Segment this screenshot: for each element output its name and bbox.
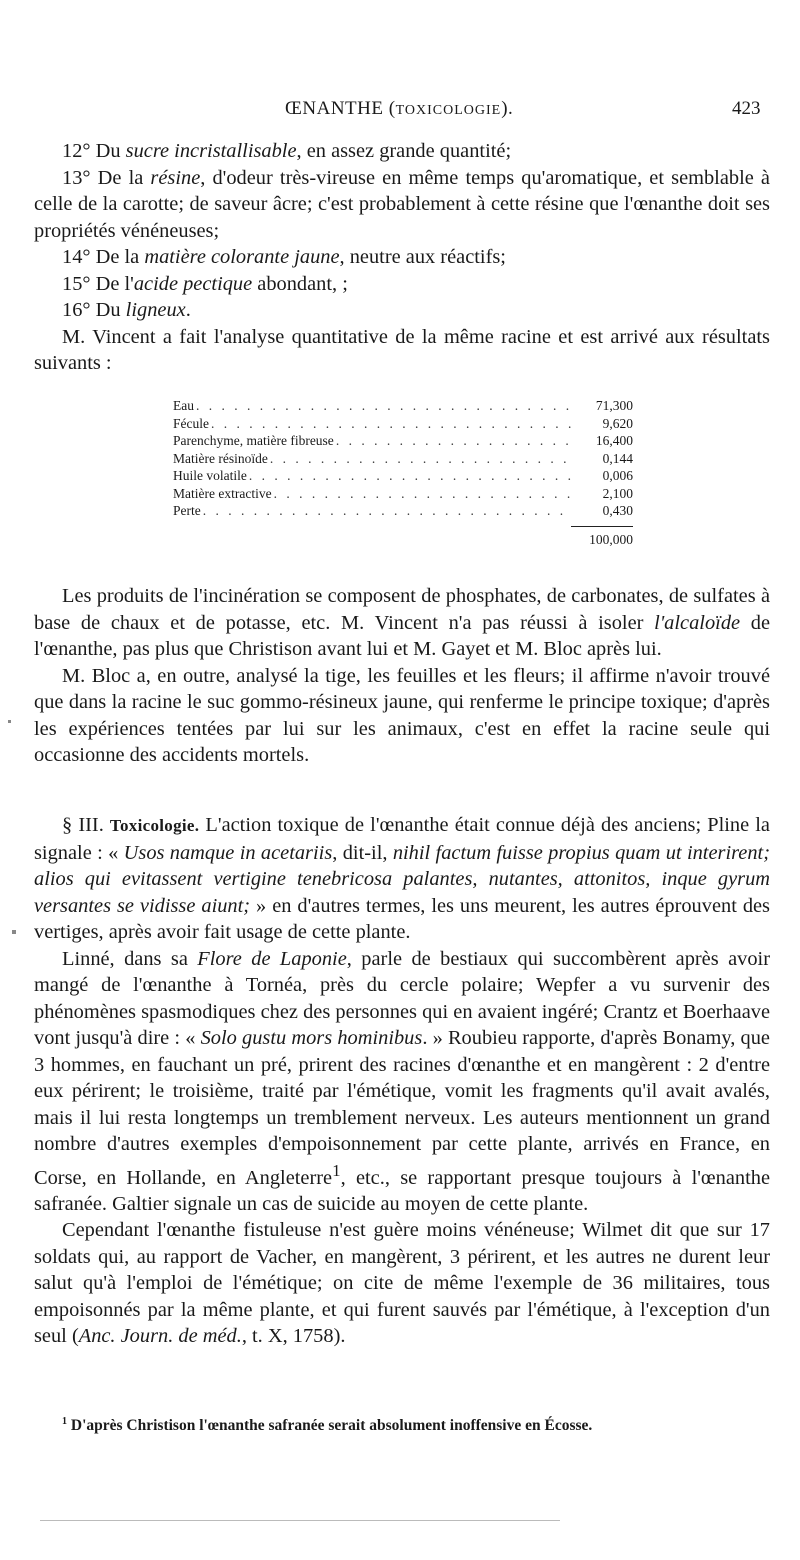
- table-row: Perte . . . 0,430: [173, 502, 633, 520]
- table-row: Matière résinoïde . . . 0,144: [173, 450, 633, 468]
- scan-speck: [8, 720, 11, 723]
- toxicology-section: [34, 812, 770, 1350]
- toxicology-paragraph-1: § III. Toxicologie. L'action toxique de l'œnanthe était connue déjà des anciens; Pline la signale : « Usos namque in acetariis, dit-il, nihil factum fuisse propius quam ut interirent; alios qui evitassent vertigine tenebricosa palantes, nutantes, attonitos, inque gyrum versantes se vidisse aiunt; » en d'autres termes, les uns meurent, les autres éprouvent des vertiges, après avoir fait usage de cette plante.: [34, 814, 771, 943]
- list-item: 13° De la résine, d'odeur très-vireuse en même temps qu'aromatique, et semblable à celle de la carotte; de saveur âcre; c'est probablement à cette résine que l'œnanthe doit ses propriétés vénéneuses;: [34, 166, 770, 242]
- section-number: § III.: [62, 814, 104, 836]
- list-item: 16° Du ligneux.: [62, 299, 191, 321]
- page-header: [0, 98, 800, 128]
- running-head-title: ŒNANTHE (: [285, 98, 396, 119]
- table-row: Fécule . . . 9,620: [173, 415, 633, 433]
- running-head: [285, 98, 513, 120]
- bloc-paragraph: M. Bloc a, en outre, analysé la tige, les feuilles et les fleurs; il affirme n'avoir trouvé que dans la racine le suc gommo-résineux jaune, qui renferme le principe toxique; d'après les expériences tentées par lui sur les animaux, c'est en effet la racine seule qui occasionne des accidents mortels.: [34, 664, 770, 766]
- leader-dots: [211, 415, 571, 433]
- page-number: 423: [732, 98, 761, 119]
- list-item: 12° Du sucre incristallisable, en assez grande quantité;: [62, 140, 512, 162]
- running-head-smallcaps: TOXICOLOGIE: [395, 103, 502, 118]
- section-title: Toxicologie.: [109, 816, 200, 835]
- scan-speck: [40, 1520, 560, 1521]
- footnote-reference[interactable]: 1: [332, 1160, 341, 1180]
- table-row: Eau . . . 71,300: [173, 397, 633, 415]
- toxicology-paragraph-2: Linné, dans sa Flore de Laponie, parle de bestiaux qui succombèrent après avoir mangé de l'œnanthe à Tornéa, près du cercle polaire; Wepfer a vu survenir des phénomènes spasmodiques chez des personnes qui en avaient ingéré; Crantz et Boerhaave vont jusqu'à dire : « Solo gustu mors hominibus. » Roubieu rapporte, d'après Bonamy, que 3 hommes, en fauchant un pré, prirent des racines d'œnanthe et en mangèrent : 2 d'entre eux périrent; le troisième, traité par l'émétique, vomit les fragments qu'il avait avalés, mais il lui resta longtemps un tremblement nerveux. Les auteurs mentionnent un grand nombre d'autres exemples d'empoisonnement par cette plante, arrivés en France, en Corse, en Hollande, en Angleterre$^1$, etc., se rapportant presque toujours à l'œnanthe safranée. Galtier signale un cas de suicide au moyen de cette plante.: [34, 947, 770, 1215]
- table-row: Huile volatile . . . 0,006: [173, 467, 633, 485]
- list-item: 15° De l'acide pectique abondant, ;: [62, 272, 348, 295]
- leader-dots: [203, 502, 571, 520]
- list-item: 14° De la matière colorante jaune, neutre aux réactifs;: [62, 246, 506, 268]
- vincent-intro-paragraph: M. Vincent a fait l'analyse quantitative de la même racine et est arrivé aux résultats suivants :: [34, 325, 770, 374]
- leader-dots: [196, 397, 571, 415]
- total-rule: [571, 526, 633, 527]
- leader-dots: [249, 467, 571, 485]
- incineration-paragraph: Les produits de l'incinération se composent de phosphates, de carbonates, de sulfates à base de chaux et de potasse, etc. M. Vincent n'a pas réussi à isoler l'alcaloïde de l'œnanthe, pas plus que Christison avant lui et M. Gayet et M. Bloc après lui.: [34, 585, 771, 660]
- incineration-section: [34, 583, 770, 769]
- leader-dots: [336, 432, 571, 450]
- leader-dots: [270, 450, 571, 468]
- table-row: Parenchyme, matière fibreuse . . . 16,400: [173, 432, 633, 450]
- footnote: $^1$ D'après Christison l'œnanthe safranée serait absolument inoffensive en Écosse.: [62, 1416, 593, 1435]
- toxicology-paragraph-3: Cependant l'œnanthe fistuleuse n'est guère moins vénéneuse; Wilmet dit que sur 17 soldats qui, au rapport de Vacher, en mangèrent, 3 périrent, et les autres ne durent leur salut qu'à l'emploi de l'émétique; on cite de même l'exemple de 36 militaires, tous empoisonnés par la même plante, et qui furent sauvés par l'émétique, à l'exception d'un seul (Anc. Journ. de méd., t. X, 1758).: [34, 1219, 770, 1348]
- analysis-table: [173, 397, 633, 548]
- footnote-mark: 1: [62, 1416, 67, 1427]
- table-total: 100,000: [589, 531, 633, 547]
- table-row: Matière extractive . . . 2,100: [173, 485, 633, 503]
- leader-dots: [274, 485, 571, 503]
- composition-list: [34, 138, 770, 377]
- scan-speck: [12, 930, 16, 934]
- running-head-end: ).: [501, 98, 514, 119]
